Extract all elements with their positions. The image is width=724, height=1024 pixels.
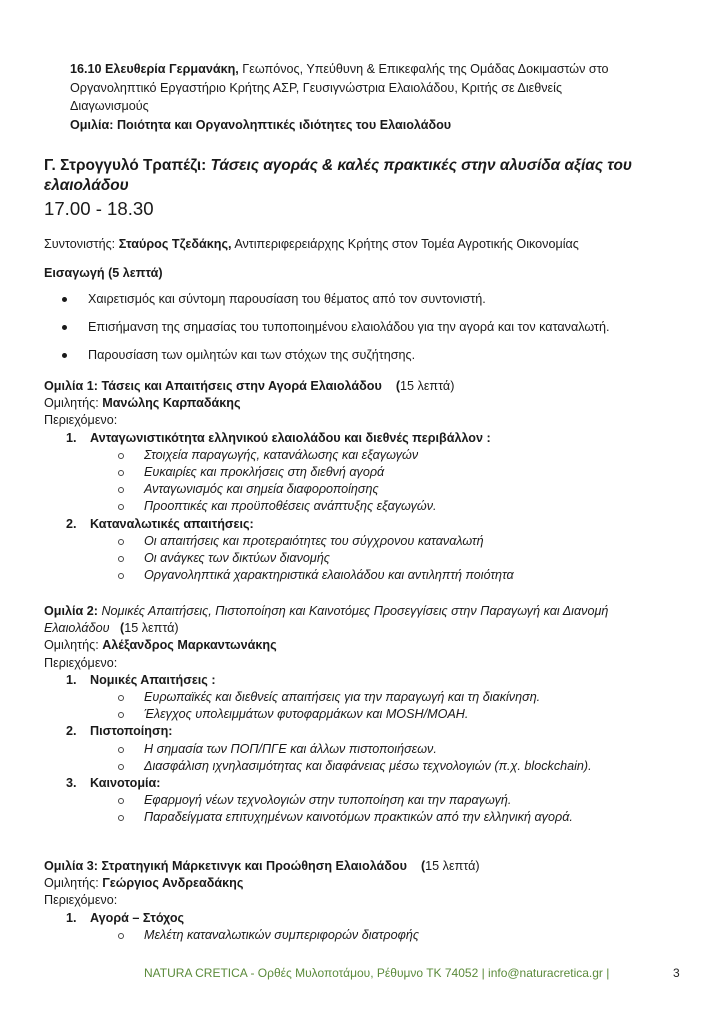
- list-item: Ευρωπαϊκές και διεθνείς απαιτήσεις για την παραγωγή και τη διακίνηση.: [44, 689, 694, 706]
- circle-bullet-icon: [118, 933, 124, 939]
- list-item: Παραδείγματα επιτυχημένων καινοτόμων πρακτικών από την ελληνική αγορά.: [44, 809, 694, 826]
- coordinator-name: Σταύρος Τζεδάκης,: [118, 237, 232, 251]
- circle-bullet-icon: [118, 539, 124, 545]
- roundtable-prefix: Γ. Στρογγυλό Τραπέζι:: [44, 157, 211, 174]
- section-heading: 1. Νομικές Απαιτήσεις :: [66, 672, 216, 687]
- coordinator-line: [44, 237, 579, 251]
- circle-bullet-icon: [118, 470, 124, 476]
- speaker-name: Αλέξανδρος Μαρκαντωνάκης: [102, 638, 277, 653]
- bullet-icon: [62, 297, 67, 302]
- session-talk-title: Ομιλία: Ποιότητα και Οργανοληπτικές ιδιότητες του Ελαιολάδου: [70, 117, 452, 132]
- circle-bullet-icon: [118, 712, 124, 718]
- speaker-description-line-3: Διαγωνισμούς: [70, 99, 149, 113]
- introduction-bullets: [62, 290, 609, 374]
- talk-title: Νομικές Απαιτήσεις, Πιστοποίηση και Καινοτόμες Προσεγγίσεις στην Παραγωγή και Διανομή: [101, 604, 609, 618]
- talk-3: Ομιλία 3: Στρατηγική Μάρκετινγκ και Προώθηση Ελαιολάδου (15 λεπτά) Ομιλητής: Γεώργιος Ανδρεαδάκης Περιεχόμενο: 1. Αγορά – Στόχος Μελέτη καταναλωτικών συμπεριφορών διατροφής: [44, 858, 694, 944]
- introduction-label: Εισαγωγή (5 λεπτά): [44, 266, 163, 280]
- speaker-name: Γεώργιος Ανδρεαδάκης: [102, 876, 244, 891]
- coordinator-role: Αντιπεριφερειάρχης Κρήτης στον Τομέα Αγροτικής Οικονομίας: [231, 237, 579, 251]
- talk-title: Στρατηγική Μάρκετινγκ και Προώθηση Ελαιολάδου: [101, 859, 407, 873]
- list-item: Στοιχεία παραγωγής, κατανάλωσης και εξαγωγών: [44, 447, 694, 464]
- list-item: Μελέτη καταναλωτικών συμπεριφορών διατροφής: [44, 927, 694, 944]
- content-label: Περιεχόμενο:: [44, 893, 118, 908]
- roundtable-title-line-2: ελαιολάδου: [44, 177, 129, 194]
- list-item: Έλεγχος υπολειμμάτων φυτοφαρμάκων και MOSH/MOAH.: [44, 706, 694, 723]
- section-heading: 1. Αγορά – Στόχος: [66, 910, 185, 925]
- speaker-label: Ομιλητής:: [44, 638, 103, 653]
- circle-bullet-icon: [118, 453, 124, 459]
- talk-title-line-2: Ελαιολάδου: [44, 621, 110, 636]
- list-item: Ανταγωνισμός και σημεία διαφοροποίησης: [44, 481, 694, 498]
- session-1610: [70, 60, 690, 134]
- section-heading: 1. Ανταγωνιστικότητα ελληνικού ελαιολάδου και διεθνές περιβάλλον :: [66, 430, 491, 445]
- list-item: Διασφάλιση ιχνηλασιμότητας και διαφάνειας μέσω τεχνολογιών (π.χ. blockchain).: [44, 758, 694, 775]
- speaker-name: Μανώλης Καρπαδάκης: [102, 396, 241, 411]
- talk-duration: 15 λεπτά): [124, 621, 179, 636]
- list-item: Η σημασία των ΠΟΠ/ΠΓΕ και άλλων πιστοποιήσεων.: [44, 741, 694, 758]
- talk-title: Τάσεις και Απαιτήσεις στην Αγορά Ελαιολάδου: [101, 379, 382, 393]
- speaker-description-line-2: Οργανοληπτικό Εργαστήριο Κρήτης ΑΣΡ, Γευσιγνώστρια Ελαιολάδου, Κριτής σε Διεθνείς: [70, 80, 563, 95]
- content-label: Περιεχόμενο:: [44, 655, 118, 670]
- speaker-name: Ελευθερία Γερμανάκη,: [105, 62, 239, 76]
- speaker-label: Ομιλητής:: [44, 876, 103, 891]
- list-item: Επισήμανση της σημασίας του τυποποιημένου ελαιολάδου για την αγορά και τον καταναλωτή.: [62, 318, 609, 346]
- section-heading: 3. Καινοτομία:: [66, 775, 161, 790]
- list-item: Οργανοληπτικά χαρακτηριστικά ελαιολάδου και αντιληπτή ποιότητα: [44, 567, 694, 584]
- circle-bullet-icon: [118, 504, 124, 510]
- list-item: Οι ανάγκες των δικτύων διανομής: [44, 550, 694, 567]
- talk-label: Ομιλία 1:: [44, 379, 102, 393]
- bullet-icon: [62, 325, 67, 330]
- list-item: Προοπτικές και προϋποθέσεις ανάπτυξης εξαγωγών.: [44, 498, 694, 515]
- talk-duration: 15 λεπτά): [425, 859, 480, 873]
- circle-bullet-icon: [118, 747, 124, 753]
- circle-bullet-icon: [118, 798, 124, 804]
- session-time: 16.10: [70, 62, 102, 76]
- content-label: Περιεχόμενο:: [44, 413, 118, 428]
- circle-bullet-icon: [118, 487, 124, 493]
- page-number: 3: [673, 966, 680, 980]
- talk-2: Ομιλία 2: Νομικές Απαιτήσεις, Πιστοποίηση και Καινοτόμες Προσεγγίσεις στην Παραγωγή και Διανομή Ελαιολάδου (15 λεπτά) Ομιλητής: Αλέξανδρος Μαρκαντωνάκης Περιεχόμενο: 1. Νομικές Απαιτήσεις : Ευρωπαϊκές και διεθνείς απαιτήσεις για την παραγωγή και τη διακίνηση. Έλεγχος υπολειμμάτων φυτοφαρμάκων και MOSH/MOAH. 2. Πιστοποίηση: Η σημασία των ΠΟΠ/ΠΓΕ και άλλων πιστοποιήσεων. Διασφάλιση ιχνηλασιμότητας και διαφάνειας μέσω τεχνολογιών (π.χ. blockchain). 3. Καινοτομία: Εφαρμογή νέων τεχνολογιών στην τυποποίηση και την παραγωγή. Παραδείγματα επιτυχημένων καινοτόμων πρακτικών από την ελληνική αγορά.: [44, 603, 694, 826]
- section-heading: 2. Πιστοποίηση:: [66, 724, 173, 739]
- talk-1: Ομιλία 1: Τάσεις και Απαιτήσεις στην Αγορά Ελαιολάδου (15 λεπτά) Ομιλητής: Μανώλης Καρπαδάκης Περιεχόμενο: 1. Ανταγωνιστικότητα ελληνικού ελαιολάδου και διεθνές περιβάλλον : Στοιχεία παραγωγής, κατανάλωσης και εξαγωγών Ευκαιρίες και προκλήσεις στη διεθνή αγορά Ανταγωνισμός και σημεία διαφοροποίησης Προοπτικές και προϋποθέσεις ανάπτυξης εξαγωγών. 2. Καταναλωτικές απαιτήσεις: Οι απαιτήσεις και προτεραιότητες του σύγχρονου καταναλωτή Οι ανάγκες των δικτύων διανομής Οργανοληπτικά χαρακτηριστικά ελαιολάδου και αντιληπτή ποιότητα: [44, 378, 694, 584]
- list-item: Οι απαιτήσεις και προτεραιότητες του σύγχρονου καταναλωτή: [44, 533, 694, 550]
- roundtable-time: 17.00 - 18.30: [44, 198, 154, 219]
- circle-bullet-icon: [118, 573, 124, 579]
- circle-bullet-icon: [118, 695, 124, 701]
- speaker-label: Ομιλητής:: [44, 396, 103, 411]
- roundtable-title: Τάσεις αγοράς & καλές πρακτικές στην αλυσίδα αξίας του: [210, 157, 633, 174]
- list-item: Παρουσίαση των ομιλητών και των στόχων της συζήτησης.: [62, 346, 609, 374]
- talk-label: Ομιλία 3:: [44, 859, 102, 873]
- circle-bullet-icon: [118, 556, 124, 562]
- bullet-icon: [62, 353, 67, 358]
- roundtable-heading: [44, 156, 632, 196]
- coordinator-label: Συντονιστής:: [44, 237, 119, 251]
- page-footer: NATURA CRETICA - Ορθές Μυλοποτάμου, Ρέθυμνο ΤΚ 74052 | info@naturacretica.gr |: [144, 966, 610, 980]
- section-heading: 2. Καταναλωτικές απαιτήσεις:: [66, 516, 254, 531]
- circle-bullet-icon: [118, 764, 124, 770]
- list-item: Εφαρμογή νέων τεχνολογιών στην τυποποίηση και την παραγωγή.: [44, 792, 694, 809]
- list-item: Χαιρετισμός και σύντομη παρουσίαση του θέματος από τον συντονιστή.: [62, 290, 609, 318]
- list-item: Ευκαιρίες και προκλήσεις στη διεθνή αγορά: [44, 464, 694, 481]
- talk-duration: 15 λεπτά): [400, 379, 455, 393]
- talk-label: Ομιλία 2:: [44, 604, 102, 618]
- circle-bullet-icon: [118, 815, 124, 821]
- speaker-description: Γεωπόνος, Υπεύθυνη & Επικεφαλής της Ομάδας Δοκιμαστών στο: [238, 62, 609, 76]
